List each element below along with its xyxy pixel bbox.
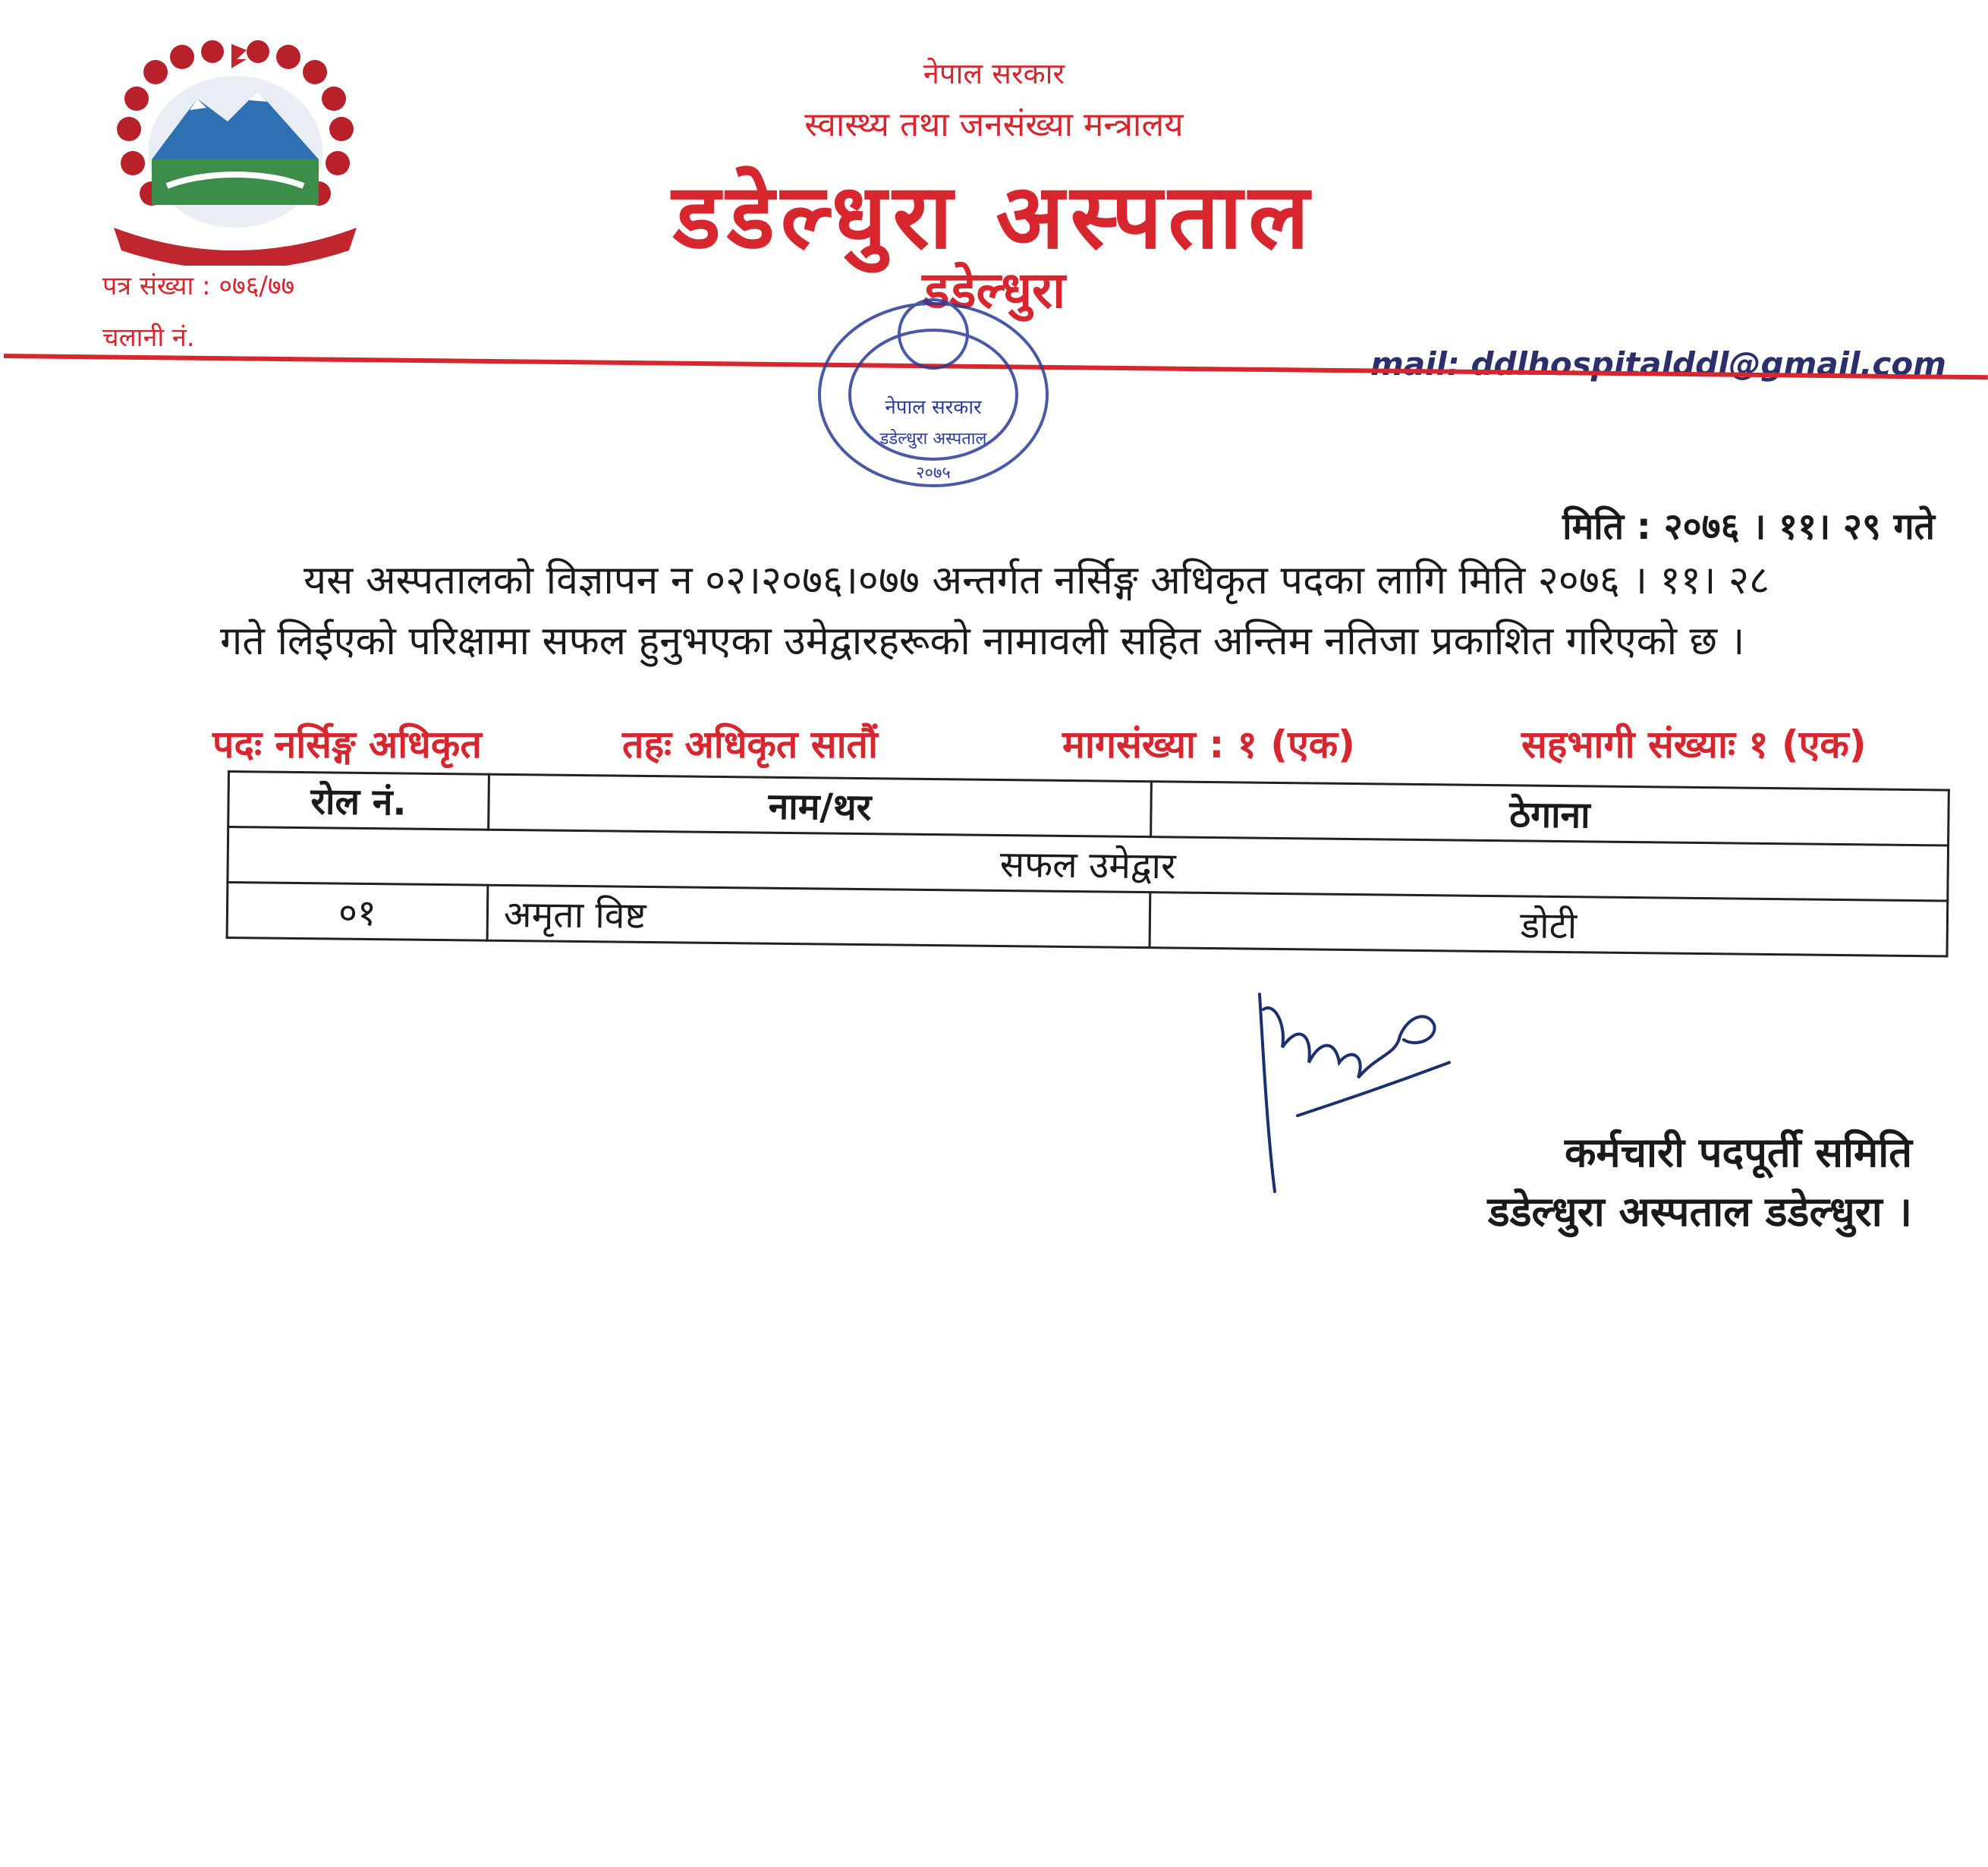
notice-line-2: गते लिईएको परिक्षामा सफल हुनुभएका उमेद्वारहरूको नामावली सहित अन्तिम नतिजा प्रकाशित गरिएको छ ।: [220, 619, 1745, 664]
level-label: तहः अधिकृत सातौं: [622, 723, 878, 767]
header-name: नाम/थर: [489, 774, 1152, 836]
cell-name: अमृता विष्ट: [487, 885, 1150, 947]
section-label: सफल उमेद्वार: [228, 827, 1949, 902]
notice-line-1: यस अस्पतालको विज्ञापन न ०२।२०७६।०७७ अन्तर्गत नर्सिङ्ग अधिकृत पदका लागि मिति २०७६ । ११। २८: [304, 558, 1770, 603]
notice-body: [220, 550, 1942, 672]
post-label: पदः नर्सिङ्ग अधिकृत: [212, 723, 482, 767]
header-address: ठेगाना: [1151, 782, 1949, 845]
district-title: डडेल्धुरा: [922, 261, 1066, 320]
chalani-number: चलानी नं.: [102, 323, 195, 353]
participants-label: सहभागी संख्याः १ (एक): [1521, 723, 1867, 767]
header-roll: रोल नं.: [228, 772, 489, 830]
letter-date: मिति : २०७६ । ११। २९ गते: [1562, 505, 1935, 548]
results-table: [226, 770, 1950, 958]
email-address: mail: ddlhospitalddl@gmail.com: [1370, 345, 1946, 383]
svg-text:नेपाल सरकार: नेपाल सरकार: [885, 396, 982, 419]
demand-label: मागसंख्या : १ (एक): [1062, 723, 1355, 767]
hospital-title: डडेल्धुरा अस्पताल: [672, 164, 1316, 269]
signature-icon: [1244, 964, 1464, 1207]
committee-hospital: डडेल्धुरा अस्पताल डडेल्धुरा ।: [1487, 1188, 1912, 1236]
letter-number: पत्र संख्या : ०७६/७७: [102, 271, 295, 301]
committee-signoff: [1488, 1123, 1912, 1242]
official-stamp-icon: [789, 281, 1077, 508]
cell-roll: ०१: [227, 883, 488, 941]
post-info-row: [212, 717, 1927, 770]
cell-address: डोटी: [1150, 893, 1948, 956]
committee-name: कर्मचारी पदपूर्ती समिति: [1564, 1129, 1912, 1176]
government-line: नेपाल सरकार: [923, 57, 1065, 90]
ministry-line: स्वास्थ्य तथा जनसंख्या मन्त्रालय: [804, 105, 1184, 144]
svg-text:डडेल्धुरा अस्पताल: डडेल्धुरा अस्पताल: [879, 430, 987, 449]
svg-text:२०७५: २०७५: [916, 464, 951, 483]
